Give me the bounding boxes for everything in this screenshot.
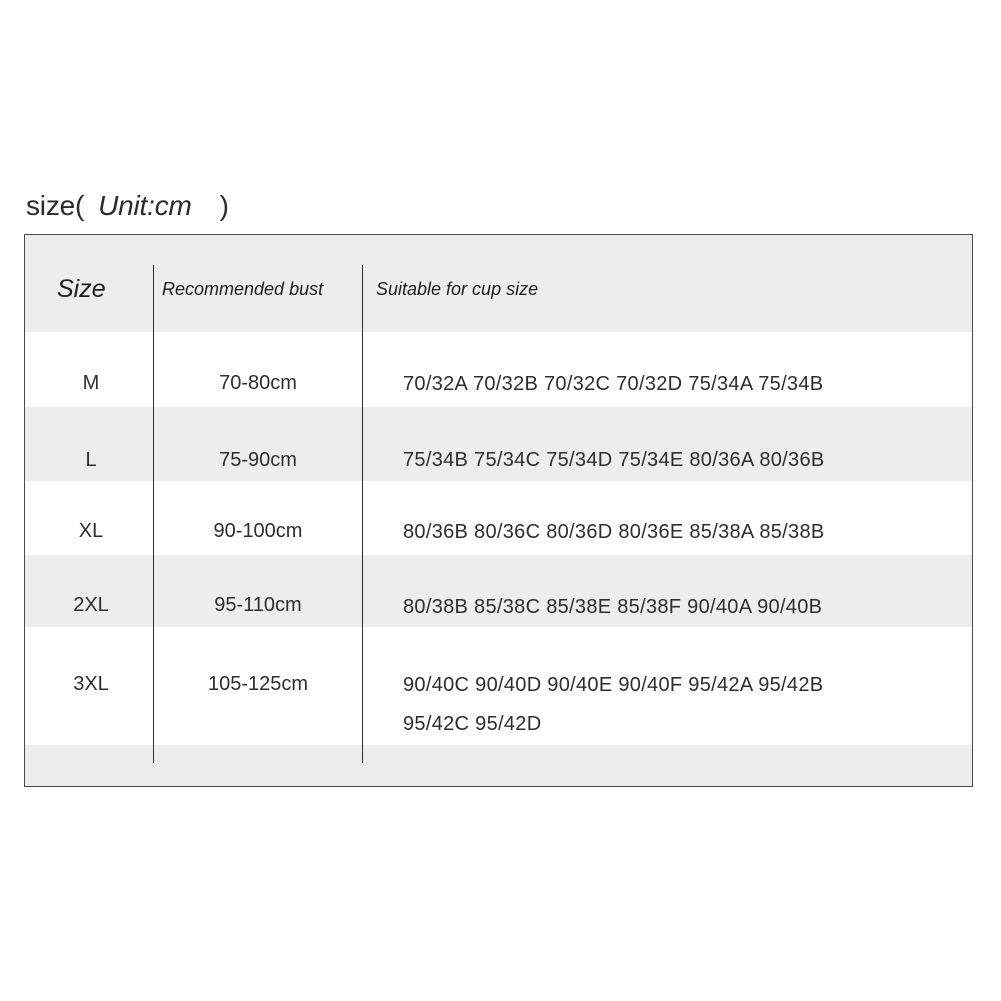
cup-cell: 90/40C 90/40D 90/40E 90/40F 95/42A 95/42B (403, 674, 824, 696)
header-size: Size (57, 275, 106, 303)
column-divider-2 (362, 265, 363, 763)
size-cell: M (82, 372, 100, 394)
size-cell: 3XL (73, 673, 109, 695)
bust-cell: 95-110cm (214, 594, 302, 616)
bust-cell: 70-80cm (219, 372, 297, 394)
title-unit: Unit:cm (98, 190, 192, 221)
cup-cell: 70/32A 70/32B 70/32C 70/32D 75/34A 75/34B (403, 373, 824, 395)
bust-cell: 90-100cm (213, 520, 303, 542)
size-cell: 2XL (73, 594, 109, 616)
header-recommended-bust: Recommended bust (162, 279, 324, 299)
bust-cell: 75-90cm (219, 449, 297, 471)
size-cell: XL (78, 520, 104, 542)
page-title (26, 190, 229, 222)
title-prefix: size( (26, 190, 85, 221)
size-table (24, 234, 973, 787)
size-cell: L (85, 449, 97, 471)
header-cup-size: Suitable for cup size (376, 279, 539, 299)
cup-cell: 80/36B 80/36C 80/36D 80/36E 85/38A 85/38B (403, 521, 825, 543)
bust-cell: 105-125cm (207, 673, 309, 695)
cup-cell: 95/42C 95/42D (403, 713, 542, 735)
cup-cell: 75/34B 75/34C 75/34D 75/34E 80/36A 80/36B (403, 449, 825, 471)
row-band-footer (25, 745, 972, 787)
title-suffix: ) (219, 190, 229, 221)
cup-cell: 80/38B 85/38C 85/38E 85/38F 90/40A 90/40B (403, 596, 823, 618)
